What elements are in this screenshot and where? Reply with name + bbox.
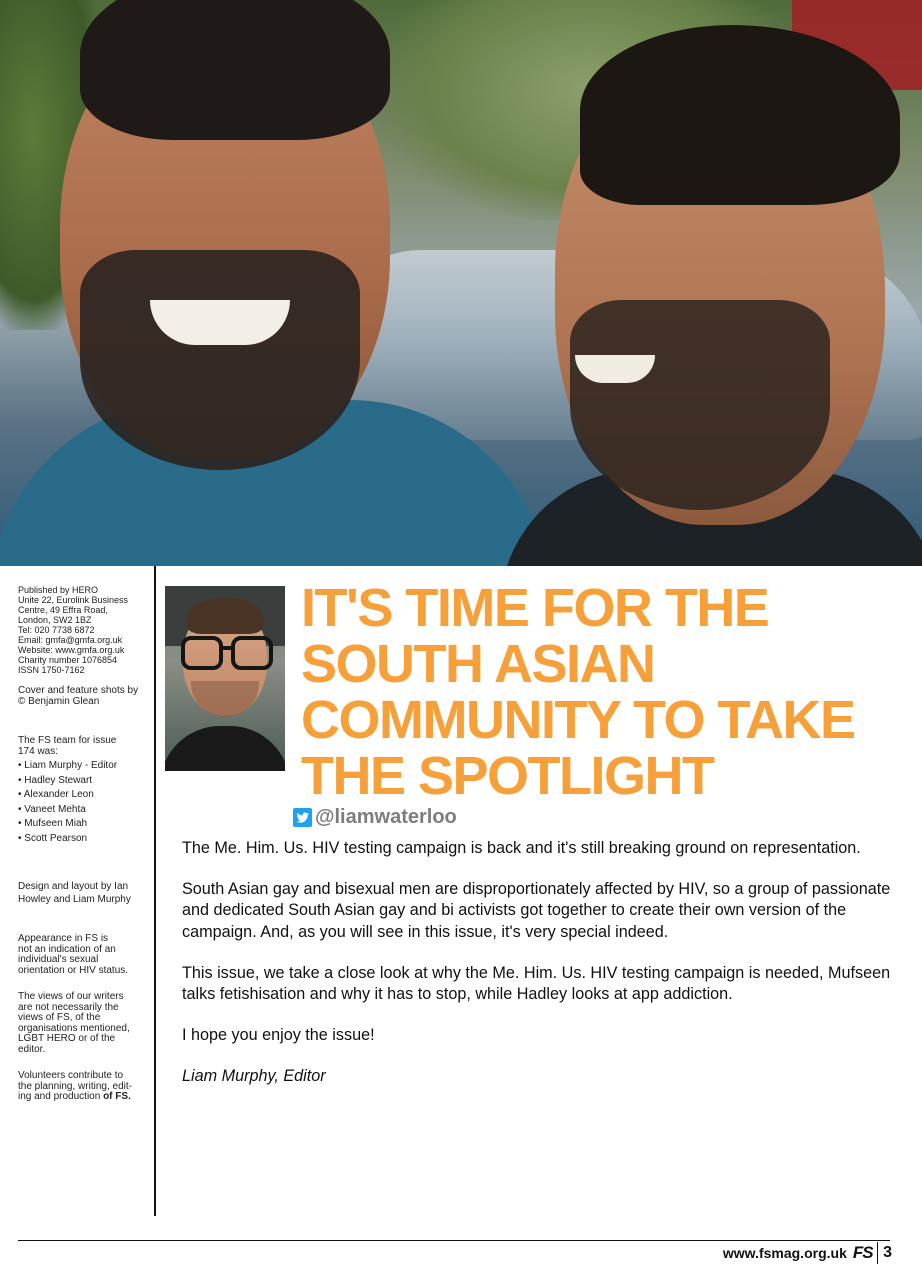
team-title (18, 735, 146, 757)
disclaimer-line: orientation or HIV status. (18, 964, 129, 976)
headline-line: SOUTH ASIAN (301, 634, 655, 694)
volunteers-line: ing and production (18, 1091, 101, 1102)
editor-beard (191, 681, 259, 717)
person-left-hair (80, 0, 390, 140)
paragraph: This issue, we take a close look at why the Me. Him. Us. HIV testing campaign is needed, Mufseen talks fetishisation and why it has to stop, while Hadley looks at app addiction. (182, 963, 891, 1004)
design-credit-line: Design and layout by Ian (18, 881, 129, 892)
editor-shirt (165, 726, 285, 771)
publisher-line: ISSN 1750-7162 (18, 665, 85, 675)
publisher-line: Charity number 1076854 (18, 655, 118, 665)
headline-line: IT'S TIME FOR THE (301, 578, 769, 638)
team-title-line: The FS team for issue (18, 735, 117, 746)
cover-credit (18, 685, 146, 707)
editor-glasses (181, 636, 223, 670)
design-credit-line: Howley and Liam Murphy (18, 894, 131, 905)
page-number: 3 (883, 1244, 892, 1261)
volunteers-note (18, 1071, 146, 1103)
person-left-beard (80, 250, 360, 470)
headline-line: THE SPOTLIGHT (301, 746, 714, 806)
volunteers-line: the planning, writing, edit- (18, 1080, 132, 1092)
editor-glasses-bridge (219, 646, 231, 650)
footer-rule (18, 1240, 890, 1241)
appearance-disclaimer (18, 934, 146, 976)
headline (301, 580, 916, 804)
disclaimer-line: LGBT HERO or of the (18, 1033, 116, 1044)
paragraph: I hope you enjoy the issue! (182, 1026, 375, 1045)
publisher-line: Website: www.gmfa.org.uk (18, 645, 125, 655)
signature: Liam Murphy, Editor (182, 1067, 326, 1086)
publisher-line: Unite 22, Eurolink Business (18, 595, 129, 605)
publisher-line: Centre, 49 Effra Road, (18, 605, 108, 615)
paragraph: The Me. Him. Us. HIV testing campaign is back and it's still breaking ground on representation. (182, 839, 861, 857)
team-member: • Mufseen Miah (18, 817, 146, 832)
views-disclaimer (18, 992, 146, 1055)
team-member: • Hadley Stewart (18, 774, 146, 789)
team-member: • Liam Murphy - Editor (18, 759, 146, 774)
disclaimer-line: are not necessarily the (18, 1001, 119, 1013)
page-footer (723, 1243, 892, 1263)
publisher-line: London, SW2 1BZ (18, 615, 92, 625)
disclaimer-line: Appearance in FS is (18, 933, 109, 944)
editor-photo (165, 586, 285, 771)
team-member: • Vaneet Mehta (18, 803, 146, 818)
publisher-line: Tel: 020 7738 6872 (18, 625, 95, 635)
masthead-sidebar (18, 585, 146, 1119)
fs-logo: FS (852, 1243, 873, 1262)
cover-credit-line: Cover and feature shots by (18, 685, 139, 696)
footer-url[interactable]: www.fsmag.org.uk (722, 1245, 847, 1261)
editor-glasses (231, 636, 273, 670)
team-title-line: 174 was: (18, 746, 59, 757)
disclaimer-line: not an indication of an (18, 943, 116, 955)
sidebar-divider (154, 566, 156, 1216)
editor-hair (187, 598, 263, 634)
team-member: • Alexander Leon (18, 788, 146, 803)
volunteers-line: Volunteers contribute to (18, 1070, 124, 1081)
volunteers-bold: of FS. (103, 1091, 131, 1102)
disclaimer-line: views of FS, of the (18, 1012, 101, 1023)
footer-separator (877, 1242, 879, 1264)
headline-line: COMMUNITY TO TAKE (301, 690, 855, 750)
editorial-body (182, 838, 897, 1108)
cover-credit-line: © Benjamin Glean (18, 696, 100, 707)
publisher-info (18, 585, 146, 675)
team-list (18, 759, 146, 846)
paragraph: South Asian gay and bisexual men are disproportionately affected by HIV, so a group of passionate and dedicated South Asian gay and bi activists got together to create their own version of the campaign. And, as you will see in this issue, it's very special indeed. (182, 880, 891, 941)
disclaimer-line: organisations mentioned, (18, 1022, 130, 1034)
team-member: • Scott Pearson (18, 832, 146, 847)
twitter-icon (293, 808, 312, 827)
twitter-link[interactable] (293, 806, 457, 828)
disclaimer-line: individual's sexual (18, 954, 99, 965)
hero-photo (0, 0, 922, 566)
twitter-handle: @liamwaterloo (315, 805, 457, 828)
disclaimer-line: The views of our writers (18, 991, 124, 1002)
publisher-line: Email: gmfa@gmfa.org.uk (18, 635, 123, 645)
disclaimer-line: editor. (18, 1043, 46, 1055)
design-credit (18, 880, 146, 906)
publisher-line: Published by HERO (18, 585, 99, 595)
person-right-beard (570, 300, 830, 510)
